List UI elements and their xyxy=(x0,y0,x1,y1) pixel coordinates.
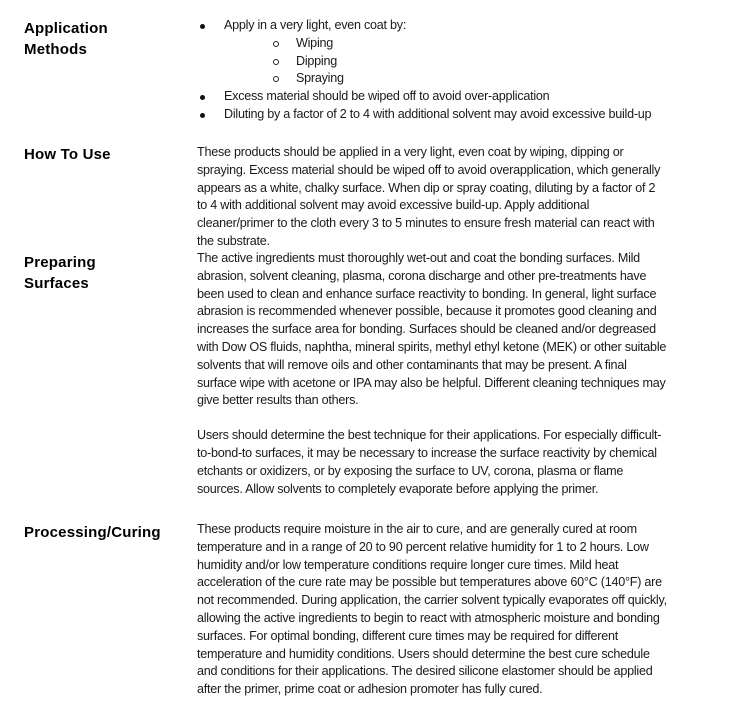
heading-line: Processing/Curing xyxy=(24,524,161,541)
preparing-surfaces-body xyxy=(197,250,667,498)
bullet-item: Diluting by a factor of 2 to 4 with additional solvent may avoid excessive build-up xyxy=(197,106,667,124)
heading-processing-curing xyxy=(24,522,184,543)
heading-line: How To Use xyxy=(24,146,111,163)
bullet-item: Excess material should be wiped off to avoid over-application xyxy=(197,88,667,106)
heading-line: Surfaces xyxy=(24,275,89,292)
paragraph: These products should be applied in a very light, even coat by wiping, dipping or spraying. Excess material should be wiped off to avoid overapplication, which generally appears as a white, chalky surface. When dip or spray coating, diluting by a factor of 2 to 4 with additional solvent may avoid excessive build-up. Apply additional cleaner/primer to the cloth every 3 to 5 minutes to ensure fresh material can react with the substrate. xyxy=(197,145,661,248)
sub-bullet-item: Spraying xyxy=(224,70,667,88)
sub-bullet-item: Dipping xyxy=(224,53,667,71)
heading-line: Preparing xyxy=(24,254,96,271)
application-methods-list xyxy=(197,17,667,124)
heading-application-methods xyxy=(24,18,184,60)
heading-line: Application xyxy=(24,20,108,37)
heading-line: Methods xyxy=(24,41,88,58)
paragraph: The active ingredients must thoroughly wet-out and coat the bonding surfaces. Mild abrasion, solvent cleaning, plasma, corona discharge and other pre-treatments have been used to clean and enhance surface reactivity to bonding. In general, light surface abrasion is recommended whenever possible, because it promotes good cleaning and increases the surface area for bonding. Surfaces should be cleaned and/or degreased with Dow OS fluids, naphtha, mineral spirits, methyl ethyl ketone (MEK) or other suitable solvents that will remove oils and other contaminants that may be present. A final surface wipe with acetone or IPA may also be helpful. Different cleaning techniques may give better results than others. xyxy=(197,251,667,408)
paragraph: Users should determine the best technique for their applications. For especially difficult-to-bond-to surfaces, it may be necessary to increase the surface reactivity by chemical etchants or oxidizers, or by exposing the surface to UV, corona, plasma or flame sources. Allow solvents to completely evaporate before applying the primer. xyxy=(197,428,662,496)
heading-how-to-use xyxy=(24,144,184,165)
paragraph: These products require moisture in the air to cure, and are generally cured at room temperature and in a range of 20 to 90 percent relative humidity for 1 to 2 hours. Low humidity and/or low temperature conditions require longer cure times. Mild heat acceleration of the cure rate may be possible but temperatures above 60°C (140°F) are not recommended. During application, the carrier solvent typically evaporates off quickly, allowing the active ingredients to begin to react with atmospheric moisture and bonding surfaces. For optimal bonding, different cure times may be required for different temperature and humidity conditions. Users should determine the best cure schedule and conditions for their applications. The desired silicone elastomer should be applied after the primer, prime coat or adhesion promoter has fully cured. xyxy=(197,522,667,697)
how-to-use-body xyxy=(197,144,667,251)
bullet-text: Apply in a very light, even coat by: xyxy=(224,18,407,32)
processing-curing-body xyxy=(197,521,667,699)
sub-bullet-item: Wiping xyxy=(224,35,667,53)
heading-preparing-surfaces xyxy=(24,252,184,294)
bullet-item xyxy=(197,17,667,88)
